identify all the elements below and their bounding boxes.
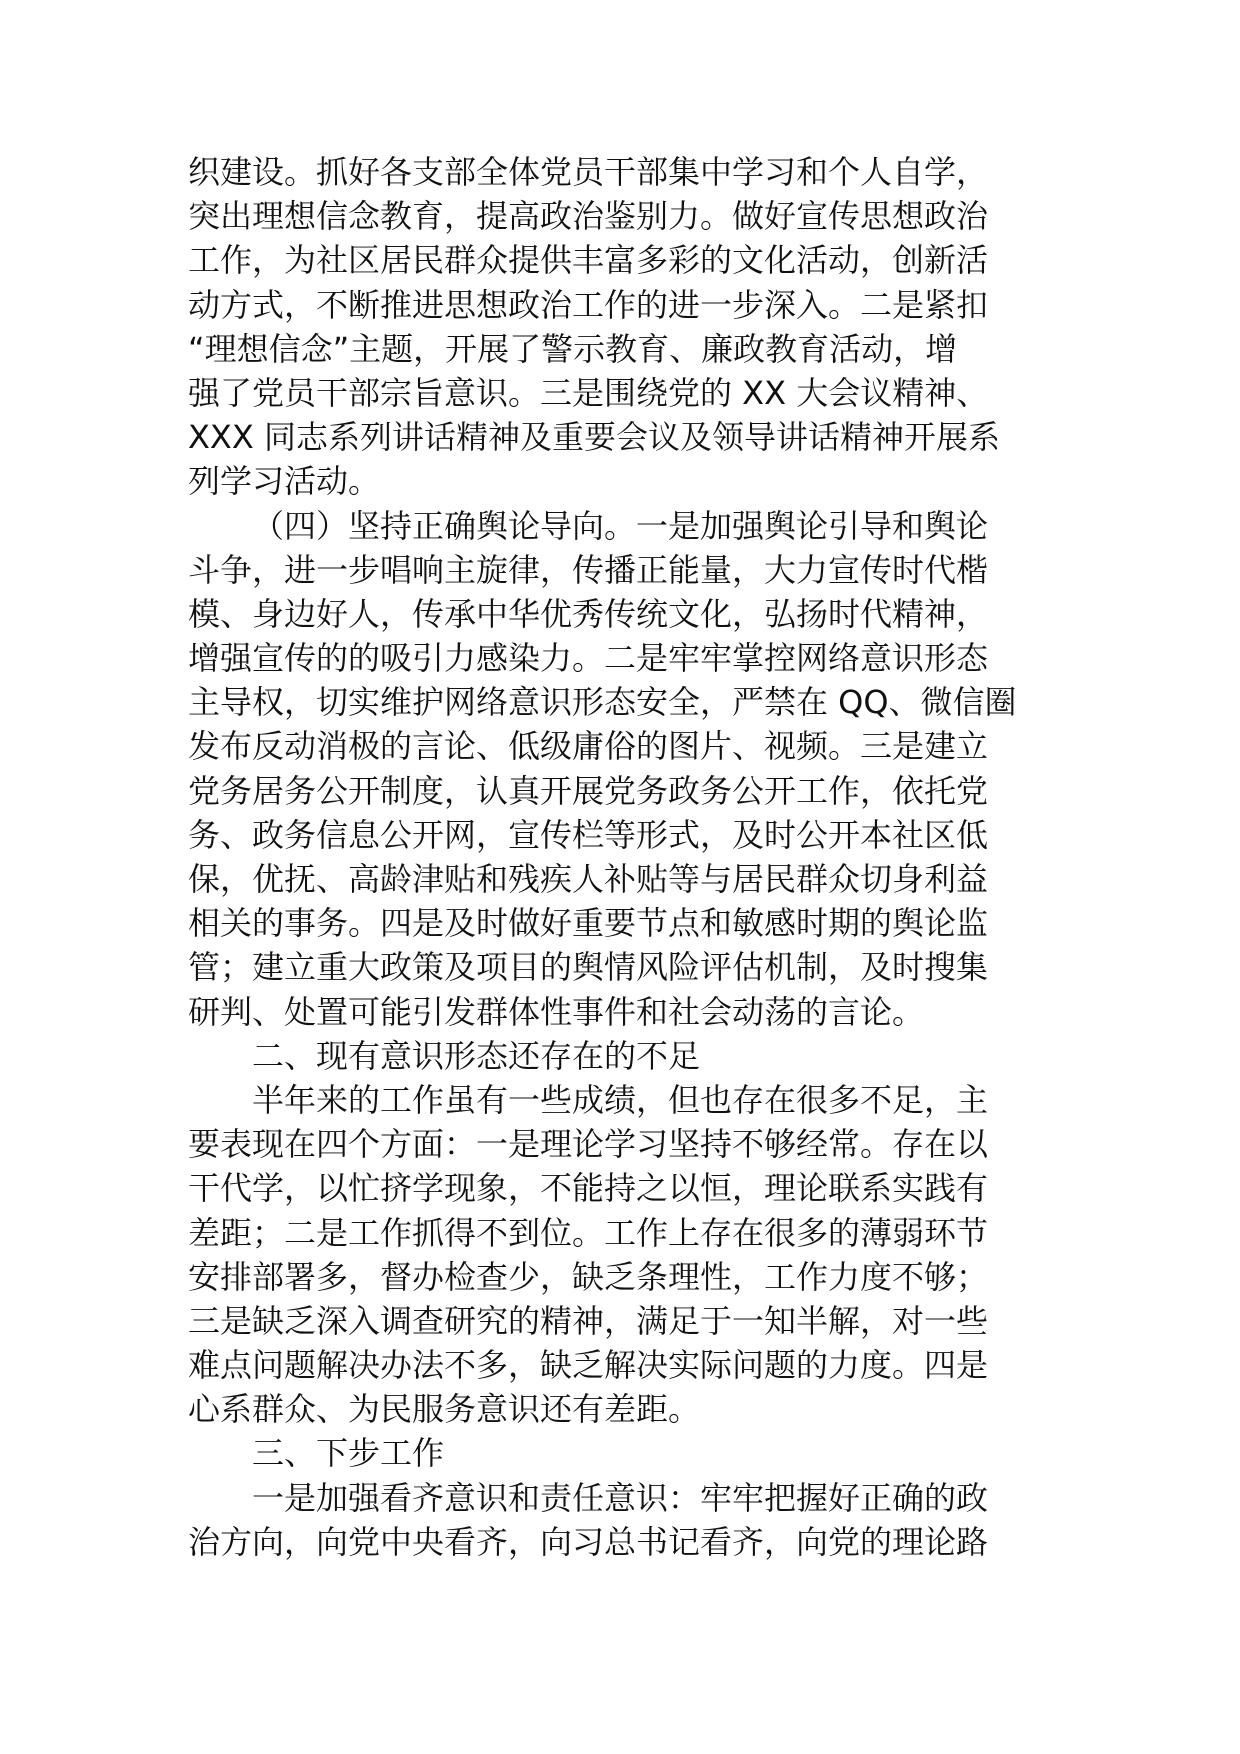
text-line: XXX 同志系列讲话精神及重要会议及领导讲话精神开展系 — [188, 418, 1000, 457]
document-body — [188, 150, 1068, 1564]
text-line: 务、政务信息公开网，宣传栏等形式，及时公开本社区低 — [188, 815, 989, 854]
text-line: 三是缺乏深入调查研究的精神，满足于一知半解，对一些 — [188, 1301, 989, 1340]
text-line: “理想信念”主题，开展了警示教育、廉政教育活动，增 — [188, 329, 958, 368]
text-line: 发布反动消极的言论、低级庸俗的图片、视频。三是建立 — [188, 727, 989, 766]
text-line: 列学习活动。 — [188, 462, 381, 501]
text-line: 主导权，切实维护网络意识形态安全，严禁在 QQ、微信圈 — [188, 683, 1017, 722]
text-line: （四）坚持正确舆论导向。一是加强舆论引导和舆论 — [252, 506, 989, 545]
text-line: 要表现在四个方面：一是理论学习坚持不够经常。存在以 — [188, 1125, 989, 1164]
text-line: 增强宣传的的吸引力感染力。二是牢牢掌控网络意识形态 — [188, 639, 989, 678]
text-line: 工作，为社区居民群众提供丰富多彩的文化活动，创新活 — [188, 241, 989, 280]
text-line: 半年来的工作虽有一些成绩，但也存在很多不足，主 — [252, 1080, 989, 1119]
text-line: 相关的事务。四是及时做好重要节点和敏感时期的舆论监 — [188, 904, 989, 943]
text-line: 突出理想信念教育，提高政治鉴别力。做好宣传思想政治 — [188, 197, 989, 236]
text-line: 党务居务公开制度，认真开展党务政务公开工作，依托党 — [188, 771, 989, 810]
text-line: 干代学，以忙挤学现象，不能持之以恒，理论联系实践有 — [188, 1169, 989, 1208]
text-line: 心系群众、为民服务意识还有差距。 — [188, 1390, 701, 1429]
text-line: 难点问题解决办法不多，缺乏解决实际问题的力度。四是 — [188, 1346, 989, 1385]
text-line: 保，优抚、高龄津贴和残疾人补贴等与居民群众切身利益 — [188, 860, 989, 898]
text-line: 管；建立重大政策及项目的舆情风险评估机制，及时搜集 — [188, 948, 989, 987]
text-line: 二、现有意识形态还存在的不足 — [252, 1036, 701, 1075]
text-line: 一是加强看齐意识和责任意识：牢牢把握好正确的政 — [252, 1478, 989, 1517]
text-line: 差距；二是工作抓得不到位。工作上存在很多的薄弱环节 — [188, 1213, 989, 1252]
text-line: 模、身边好人，传承中华优秀传统文化，弘扬时代精神， — [188, 594, 989, 633]
text-line: 强了党员干部宗旨意识。三是围绕党的 XX 大会议精神、 — [188, 373, 989, 412]
text-line: 动方式，不断推进思想政治工作的进一步深入。二是紧扣 — [188, 285, 989, 324]
text-line: 研判、处置可能引发群体性事件和社会动荡的言论。 — [188, 992, 925, 1031]
text-line: 斗争，进一步唱响主旋律，传播正能量，大力宣传时代楷 — [188, 550, 989, 589]
text-line: 治方向，向党中央看齐，向习总书记看齐，向党的理论路 — [188, 1522, 989, 1561]
text-line: 安排部署多，督办检查少，缺乏条理性，工作力度不够； — [188, 1257, 989, 1296]
text-line: 织建设。抓好各支部全体党员干部集中学习和个人自学， — [188, 153, 989, 191]
text-line: 三、下步工作 — [252, 1434, 445, 1473]
